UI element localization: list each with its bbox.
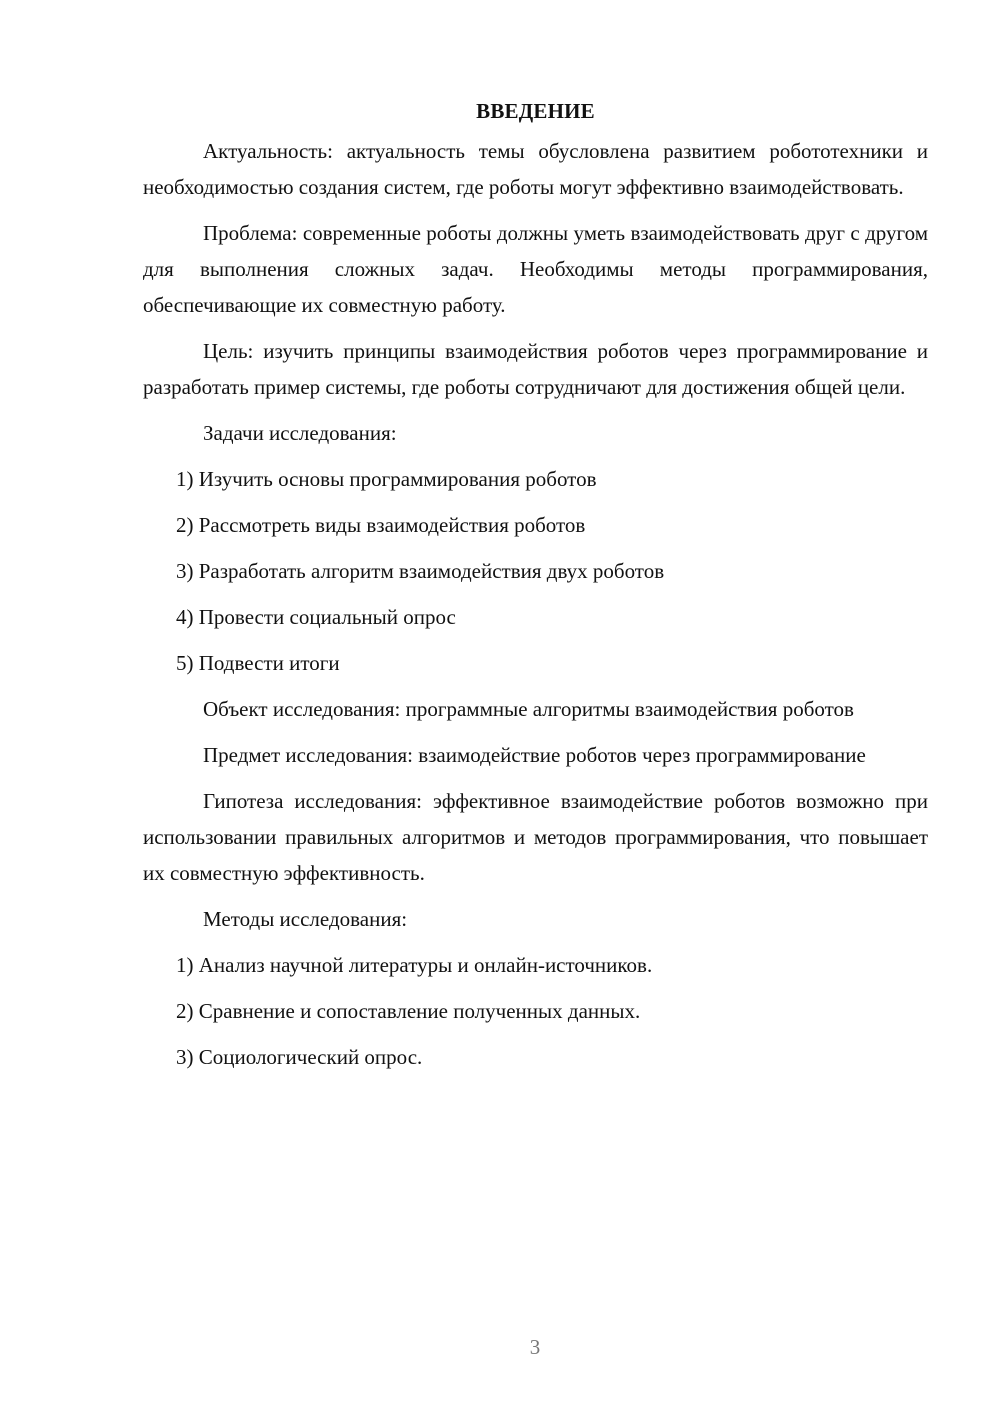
page-number: 3 bbox=[529, 1335, 541, 1359]
object-paragraph: Объект исследования: программные алгоритмы взаимодействия роботов bbox=[203, 697, 854, 721]
task-item: 2) Рассмотреть виды взаимодействия роботов bbox=[176, 513, 586, 537]
problem-paragraph: Проблема: современные роботы должны уметь взаимодействовать друг с другом для выполнения сложных задач. Необходимы методы программирования, обеспечивающие их совместную работу. bbox=[143, 221, 928, 317]
task-item: 4) Провести социальный опрос bbox=[176, 605, 456, 629]
tasks-heading: Задачи исследования: bbox=[203, 421, 397, 445]
methods-heading: Методы исследования: bbox=[203, 907, 408, 931]
hypothesis-paragraph: Гипотеза исследования: эффективное взаимодействие роботов возможно при использовании правильных алгоритмов и методов программирования, что повышает их совместную эффективность. bbox=[143, 789, 928, 885]
subject-paragraph: Предмет исследования: взаимодействие роботов через программирование bbox=[203, 743, 866, 767]
section-title: ВВЕДЕНИЕ bbox=[476, 99, 595, 123]
method-item: 3) Социологический опрос. bbox=[176, 1045, 423, 1069]
task-item: 1) Изучить основы программирования роботов bbox=[176, 467, 597, 491]
relevance-paragraph: Актуальность: актуальность темы обусловлена развитием робототехники и необходимостью создания систем, где роботы могут эффективно взаимодействовать. bbox=[143, 139, 928, 199]
method-item: 1) Анализ научной литературы и онлайн-источников. bbox=[176, 953, 653, 977]
task-item: 3) Разработать алгоритм взаимодействия двух роботов bbox=[176, 559, 665, 583]
task-item: 5) Подвести итоги bbox=[176, 651, 340, 675]
page-content bbox=[143, 93, 928, 1085]
method-item: 2) Сравнение и сопоставление полученных данных. bbox=[176, 999, 641, 1023]
goal-paragraph: Цель: изучить принципы взаимодействия роботов через программирование и разработать пример системы, где роботы сотрудничают для достижения общей цели. bbox=[143, 339, 928, 399]
